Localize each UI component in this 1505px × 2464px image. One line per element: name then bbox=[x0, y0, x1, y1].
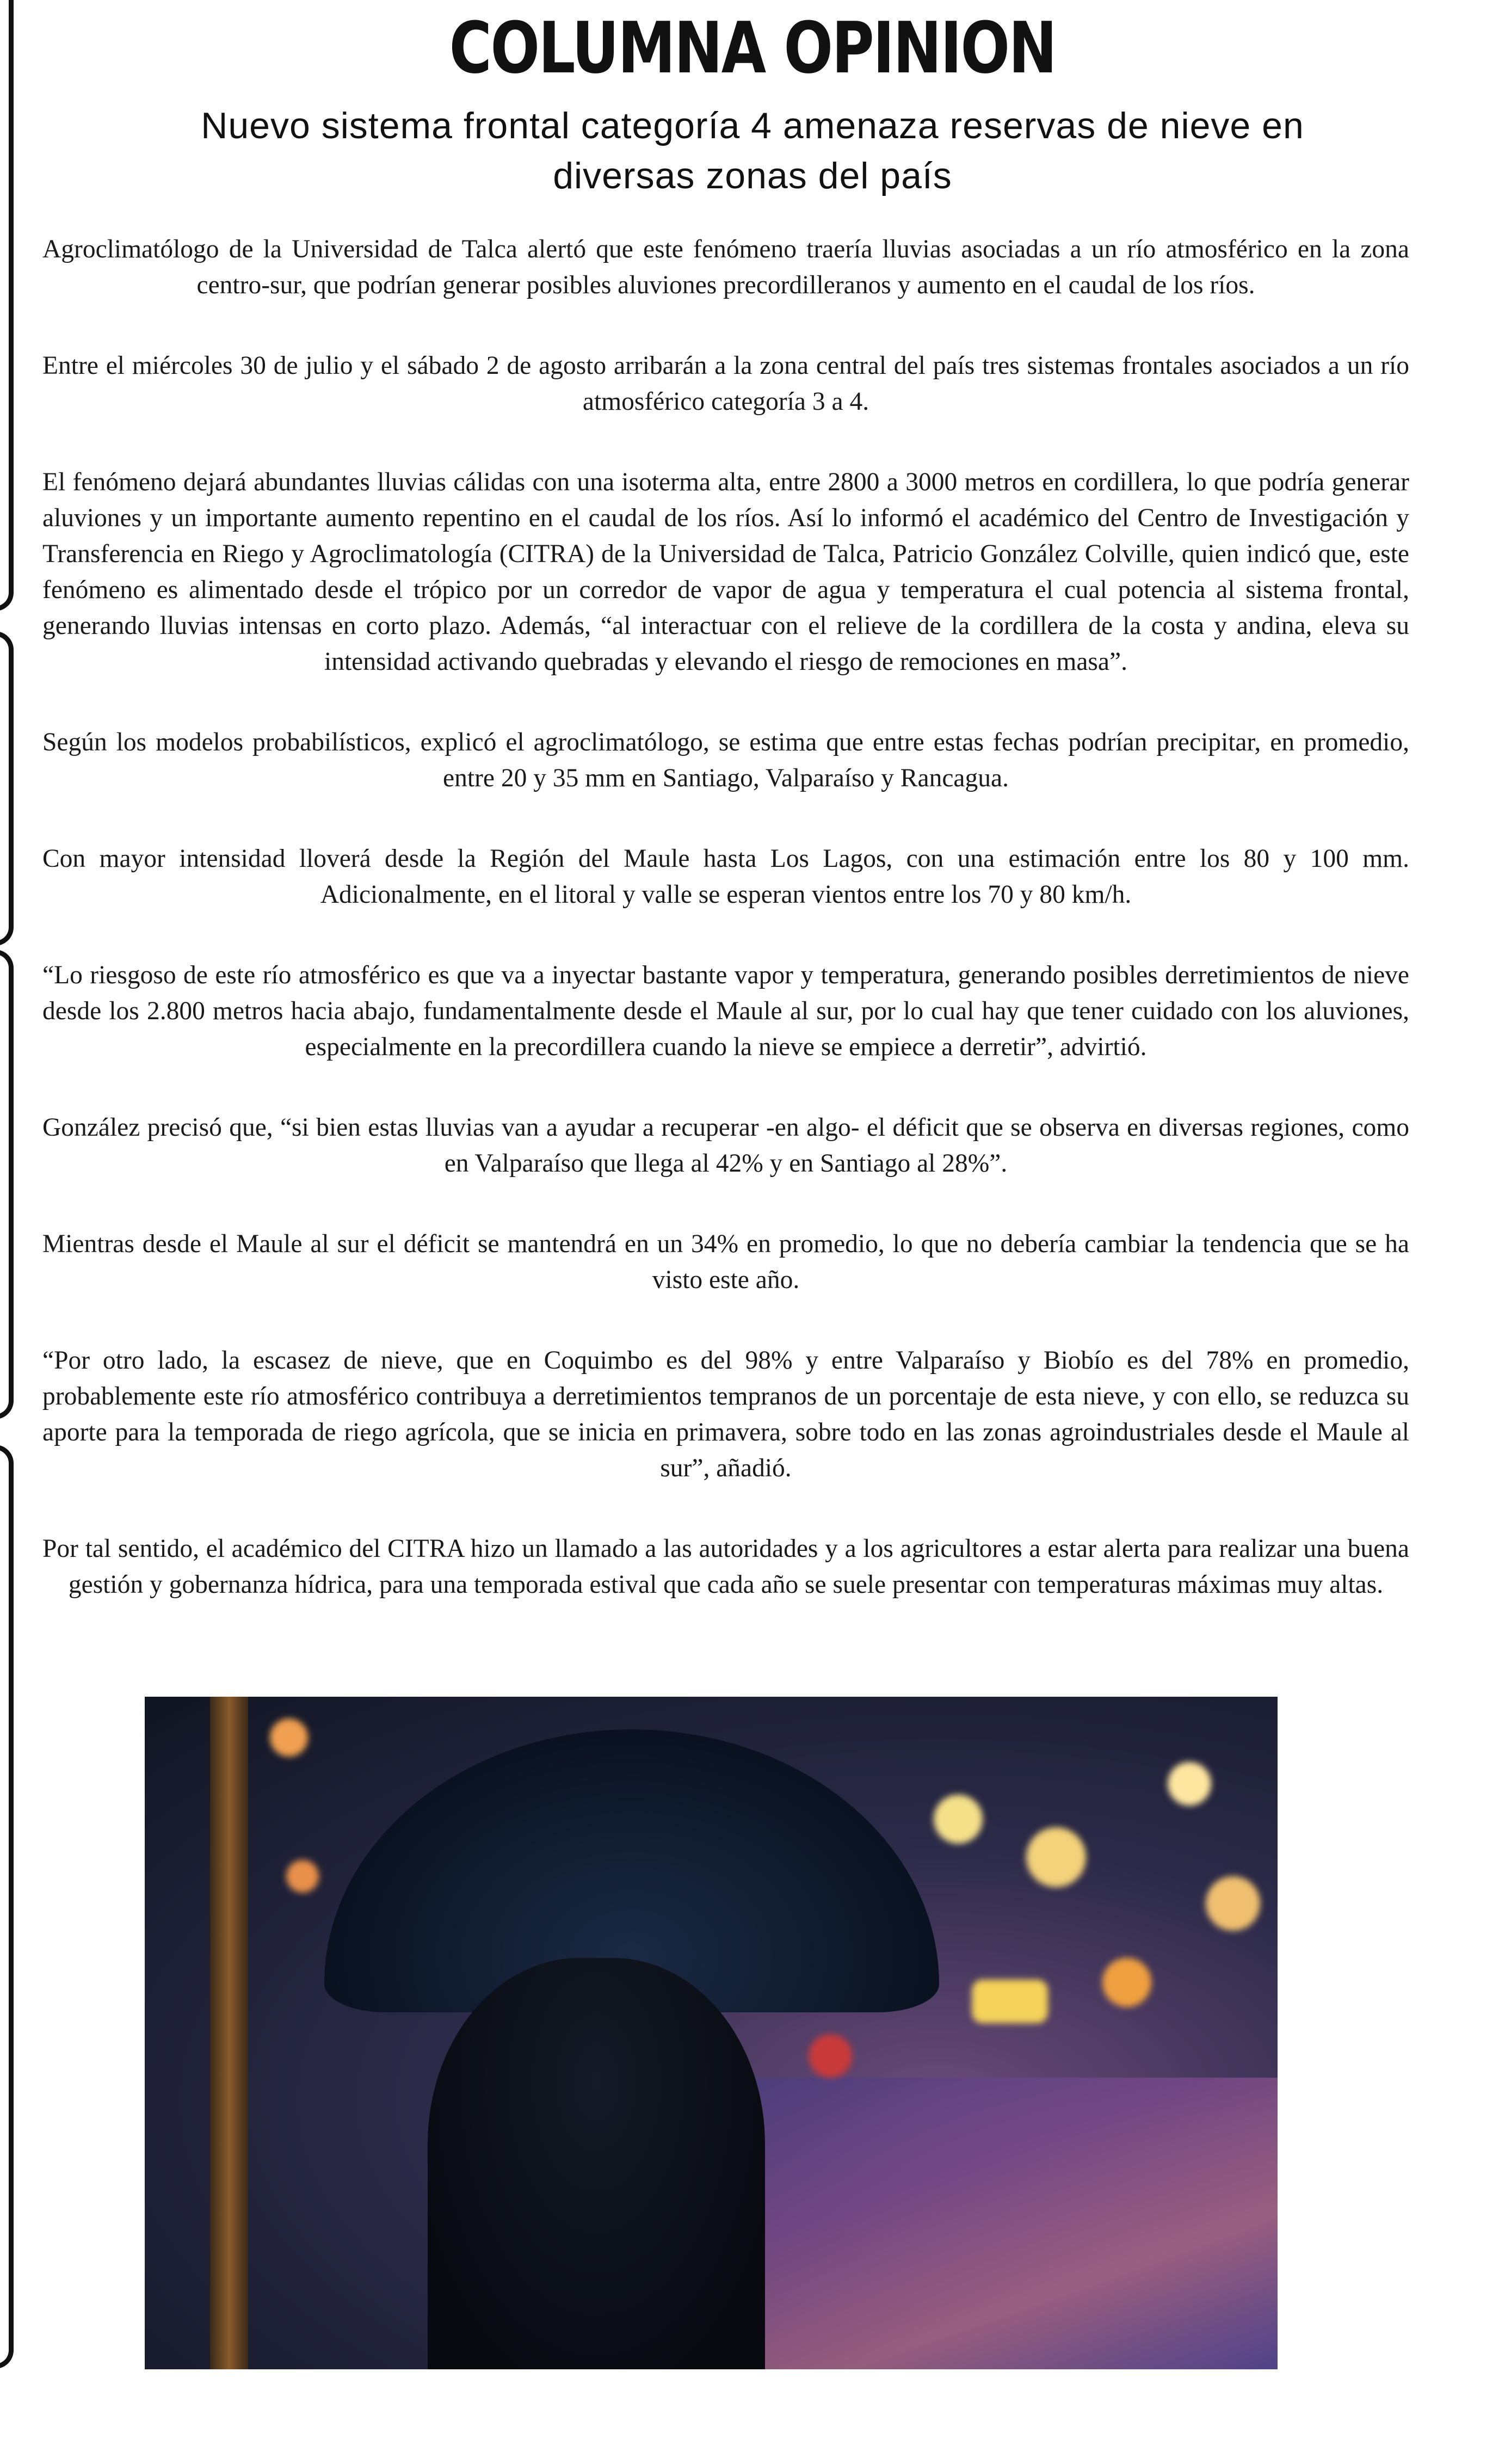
article-paragraph: “Lo riesgoso de este río atmosférico es que va a inyectar bastante vapor y temperatura, generando posibles derretimientos de nieve desde los 2.800 metros hacia abajo, fundamentalmente desde el Maule al sur, por lo cual hay que tener cuidado con los aluviones, especialmente en la precordillera cuando la nieve se empiece a derretir”, advirtió. bbox=[42, 961, 1409, 1061]
person-silhouette bbox=[428, 1958, 765, 2369]
article-paragraph: Agroclimatólogo de la Universidad de Talca alertó que este fenómeno traería lluvias asociadas a un río atmosférico en la zona centro-sur, que podrían generar posibles aluviones precordilleranos y aumento en el caudal de los ríos. bbox=[42, 235, 1409, 299]
bokeh-light bbox=[972, 1980, 1048, 2023]
article-body bbox=[42, 231, 1409, 1647]
bokeh-light bbox=[1102, 1958, 1151, 2007]
street-pole bbox=[210, 1697, 248, 2369]
rainy-street-photo bbox=[145, 1697, 1278, 2369]
bokeh-light bbox=[1206, 1876, 1260, 1931]
article-paragraph: Según los modelos probabilísticos, explicó el agroclimatólogo, se estima que entre estas fechas podrían precipitar, en promedio, entre 20 y 35 mm en Santiago, Valparaíso y Rancagua. bbox=[42, 728, 1409, 792]
article-paragraph: El fenómeno dejará abundantes lluvias cálidas con una isoterma alta, entre 2800 a 3000 metros en cordillera, lo que podría generar aluviones y un importante aumento repentino en el caudal de los ríos. Así lo informó el académico del Centro de Investigación y Transferencia en Riego y Agroclimatología (CITRA) de la Universidad de Talca, Patricio González Colville, quien indicó que, este fenómeno es alimentado desde el trópico por un corredor de vapor de agua y temperatura el cual potencia al sistema frontal, generando lluvias intensas en corto plazo. Además, “al interactuar con el relieve de la cordillera de la costa y andina, eleva su intensidad activando quebradas y elevando el riesgo de remociones en masa”. bbox=[42, 468, 1409, 676]
binder-bracket-3 bbox=[0, 950, 14, 1419]
section-title: COLUMNA OPINION bbox=[449, 7, 1056, 89]
bokeh-light bbox=[1026, 1827, 1086, 1887]
bokeh-light bbox=[934, 1795, 983, 1844]
article-paragraph: Entre el miércoles 30 de julio y el sábado 2 de agosto arribarán a la zona central del país tres sistemas frontales asociados a un río atmosférico categoría 3 a 4. bbox=[42, 352, 1409, 416]
article-paragraph: González precisó que, “si bien estas lluvias van a ayudar a recuperar -en algo- el déficit que se observa en diversas regiones, como en Valparaíso que llega al 42% y en Santiago al 28%”. bbox=[42, 1113, 1409, 1178]
bokeh-light bbox=[809, 2034, 852, 2078]
article-paragraph: Con mayor intensidad lloverá desde la Región del Maule hasta Los Lagos, con una estimación entre los 80 y 100 mm. Adicionalmente, en el litoral y valle se esperan vientos entre los 70 y 80 km/h. bbox=[42, 845, 1409, 909]
binder-bracket-4 bbox=[0, 1445, 14, 2369]
article-headline: Nuevo sistema frontal categoría 4 amenaza reservas de nieve en diversas zonas del país bbox=[201, 105, 1304, 196]
binder-bracket-2 bbox=[0, 631, 14, 946]
bokeh-light bbox=[286, 1860, 319, 1893]
bokeh-light bbox=[270, 1718, 308, 1757]
bokeh-light bbox=[1168, 1762, 1211, 1806]
binder-bracket-1 bbox=[0, 0, 14, 611]
article-paragraph: Mientras desde el Maule al sur el déficit se mantendrá en un 34% en promedio, lo que no debería cambiar la tendencia que se ha visto este año. bbox=[42, 1230, 1409, 1294]
article-paragraph: “Por otro lado, la escasez de nieve, que en Coquimbo es del 98% y entre Valparaíso y Biobío es del 78% en promedio, probablemente este río atmosférico contribuya a derretimientos tempranos de un porcentaje de esta nieve, y con ello, se reduzca su aporte para la temporada de riego agrícola, que se inicia en primavera, sobre todo en las zonas agroindustriales desde el Maule al sur”, añadió. bbox=[42, 1346, 1409, 1482]
article-paragraph: Por tal sentido, el académico del CITRA hizo un llamado a las autoridades y a los agricultores a estar alerta para realizar una buena gestión y gobernanza hídrica, para una temporada estival que cada año se suele presentar con temperaturas máximas muy altas. bbox=[42, 1535, 1409, 1599]
